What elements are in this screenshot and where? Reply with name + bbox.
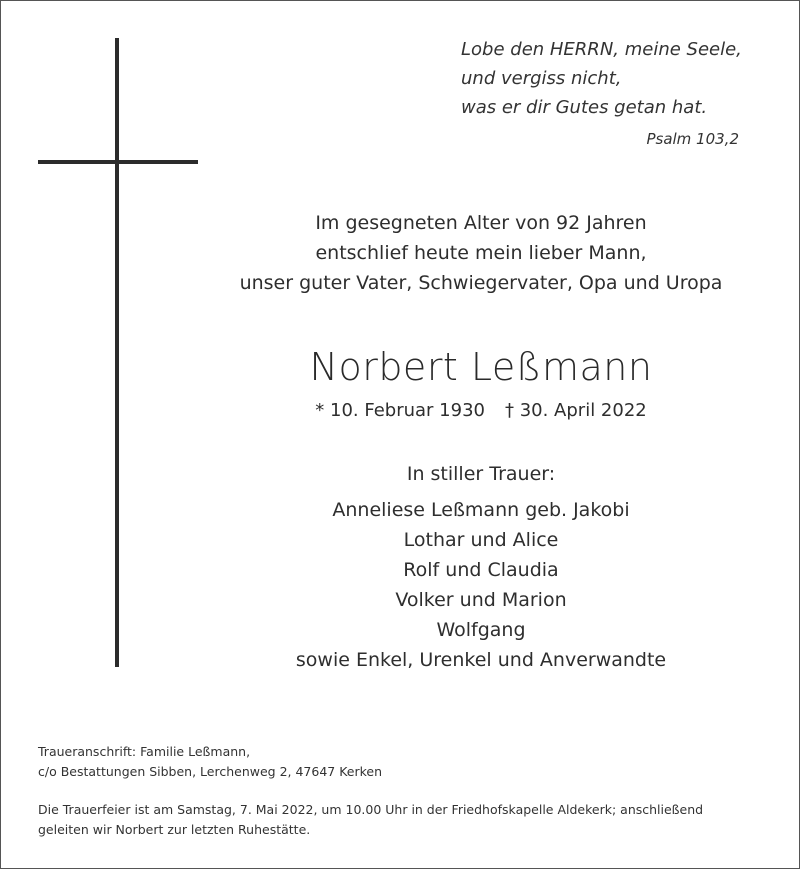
verse-reference: Psalm 103,2 (646, 130, 739, 148)
mourners-list (201, 495, 761, 675)
address-line: c/o Bestattungen Sibben, Lerchenweg 2, 47647 Kerken (38, 764, 383, 779)
address-line: Traueranschrift: Familie Leßmann, (38, 744, 251, 759)
death-date: † 30. April 2022 (504, 400, 647, 421)
verse-line: Lobe den HERRN, meine Seele, (461, 39, 742, 60)
life-dates (201, 396, 761, 426)
intro-line: unser guter Vater, Schwiegervater, Opa und Uropa (239, 272, 723, 294)
mourner-line: sowie Enkel, Urenkel und Anverwandte (295, 649, 667, 671)
birth-date: * 10. Februar 1930 (315, 400, 485, 421)
mourning-address (38, 742, 768, 782)
bible-verse (461, 35, 761, 122)
verse-line: und vergiss nicht, (461, 68, 622, 89)
ceremony-line: geleiten wir Norbert zur letzten Ruhestätte. (38, 822, 311, 837)
cross-horizontal-bar (38, 160, 198, 164)
cross-vertical-bar (115, 38, 119, 667)
funeral-ceremony-info (38, 800, 768, 840)
mourner-line: Volker und Marion (395, 589, 567, 611)
mourner-line: Wolfgang (436, 619, 526, 641)
mourner-line: Rolf und Claudia (403, 559, 559, 581)
mourner-line: Lothar und Alice (403, 529, 559, 551)
intro-text (201, 208, 761, 298)
mourner-line: Anneliese Leßmann geb. Jakobi (332, 499, 630, 521)
deceased-name: Norbert Leßmann (309, 345, 653, 389)
intro-line: entschlief heute mein lieber Mann, (315, 242, 647, 264)
intro-line: Im gesegneten Alter von 92 Jahren (315, 212, 647, 234)
mourners-heading: In stiller Trauer: (406, 463, 556, 485)
ceremony-line: Die Trauerfeier ist am Samstag, 7. Mai 2022, um 10.00 Uhr in der Friedhofskapelle Aldekerk; anschließend (38, 802, 704, 817)
verse-line: was er dir Gutes getan hat. (461, 97, 708, 118)
